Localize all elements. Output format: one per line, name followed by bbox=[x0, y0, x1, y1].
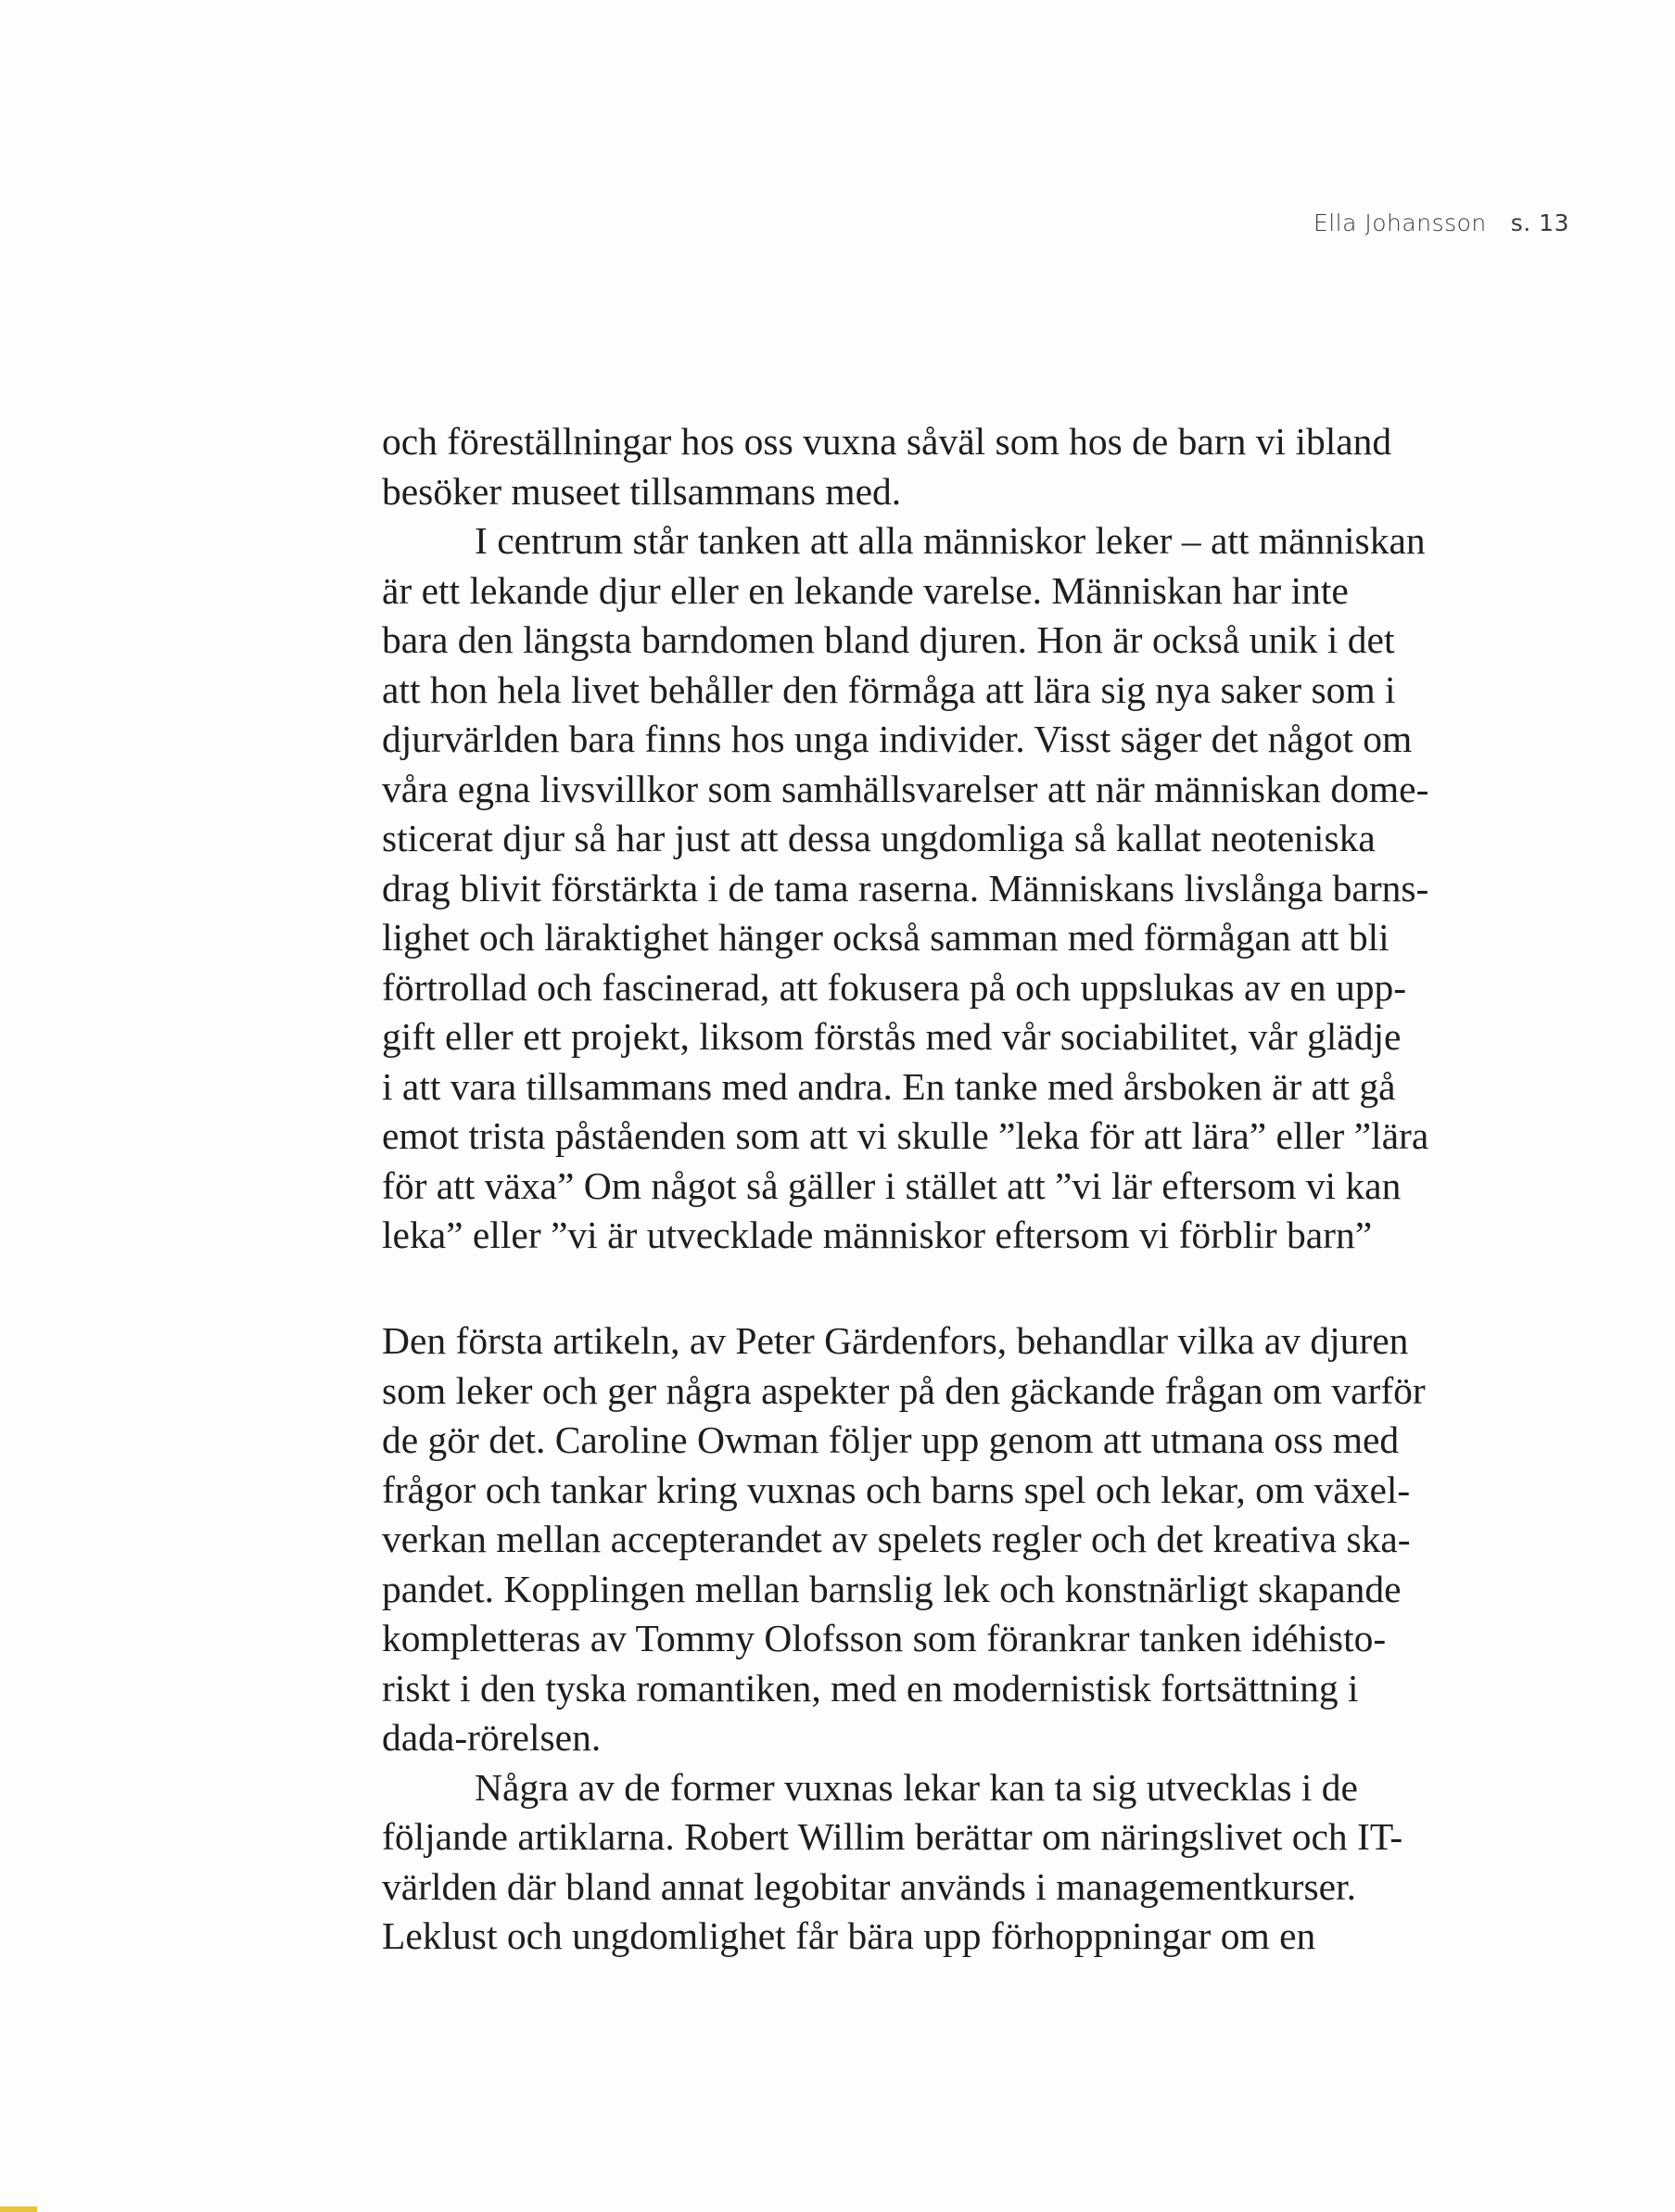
text-line: dada-rörelsen. bbox=[382, 1716, 602, 1759]
text-line: att hon hela livet behåller den förmåga att lära sig nya saker som i bbox=[382, 667, 1396, 711]
text-line: gift eller ett projekt, liksom förstås med vår sociabilitet, vår glädje bbox=[382, 1015, 1402, 1058]
author-name: Ella Johansson bbox=[1313, 210, 1487, 236]
text-line: kompletteras av Tommy Olofsson som förankrar tanken idéhisto- bbox=[382, 1617, 1387, 1659]
text-line: djurvärlden bara finns hos unga individer. Visst säger det något om bbox=[382, 718, 1413, 760]
text-line: lighet och läraktighet hänger också samman med förmågan att bli bbox=[382, 916, 1389, 959]
text-line: besöker museet tillsammans med. bbox=[382, 469, 902, 513]
text-line: sticerat djur så har just att dessa ungdomliga så kallat neoteniska bbox=[382, 817, 1376, 859]
text-line: de gör det. Caroline Owman följer upp genom att utmana oss med bbox=[382, 1418, 1400, 1461]
text-line: våra egna livsvillkor som samhällsvarelser att när människan dome- bbox=[382, 767, 1429, 810]
text-line: leka” eller ”vi är utvecklade människor eftersom vi förblir barn” bbox=[382, 1214, 1373, 1256]
text-line: är ett lekande djur eller en lekande varelse. Människan har inte bbox=[382, 568, 1349, 612]
text-line: emot trista påståenden som att vi skulle ”leka för att lära” eller ”lära bbox=[382, 1114, 1429, 1157]
text-block-2 bbox=[382, 1316, 1448, 1962]
text-line: frågor och tankar kring vuxnas och barns spel och lekar, om växel- bbox=[382, 1468, 1411, 1511]
page-number: s. 13 bbox=[1510, 210, 1569, 236]
text-line: I centrum står tanken att alla människor leker – att människan bbox=[475, 519, 1426, 562]
text-block-1 bbox=[382, 417, 1448, 1261]
text-line: bara den längsta barndomen bland djuren. Hon är också unik i det bbox=[382, 618, 1395, 661]
text-line: som leker och ger några aspekter på den gäckande frågan om varför bbox=[382, 1368, 1426, 1412]
text-line: i att vara tillsammans med andra. En tanke med årsboken är att gå bbox=[382, 1064, 1396, 1108]
text-line: pandet. Kopplingen mellan barnslig lek och konstnärligt skapande bbox=[382, 1567, 1402, 1610]
text-line: Leklust och ungdomlighet får bära upp förhoppningar om en bbox=[382, 1914, 1316, 1957]
text-line: förtrollad och fascinerad, att fokusera på och uppslukas av en upp- bbox=[382, 965, 1407, 1009]
text-line: följande artiklarna. Robert Willim berättar om näringslivet och IT- bbox=[382, 1815, 1403, 1858]
text-line: Några av de former vuxnas lekar kan ta sig utvecklas i de bbox=[475, 1765, 1358, 1809]
page-edge-mark bbox=[0, 2206, 37, 2212]
text-line: riskt i den tyska romantiken, med en modernistisk fortsättning i bbox=[382, 1666, 1359, 1710]
text-line: verkan mellan accepterandet av spelets regler och det kreativa ska- bbox=[382, 1518, 1411, 1560]
text-line: för att växa” Om något så gäller i stället att ”vi lär eftersom vi kan bbox=[382, 1163, 1402, 1207]
text-line: och föreställningar hos oss vuxna såväl som hos de barn vi ibland bbox=[382, 420, 1392, 463]
text-line: drag blivit förstärkta i de tama raserna. Människans livslånga barns- bbox=[382, 866, 1429, 909]
running-header bbox=[1313, 210, 1569, 236]
text-line: Den första artikeln, av Peter Gärdenfors, behandlar vilka av djuren bbox=[382, 1319, 1409, 1362]
text-line: världen där bland annat legobitar används i managementkurser. bbox=[382, 1864, 1356, 1908]
